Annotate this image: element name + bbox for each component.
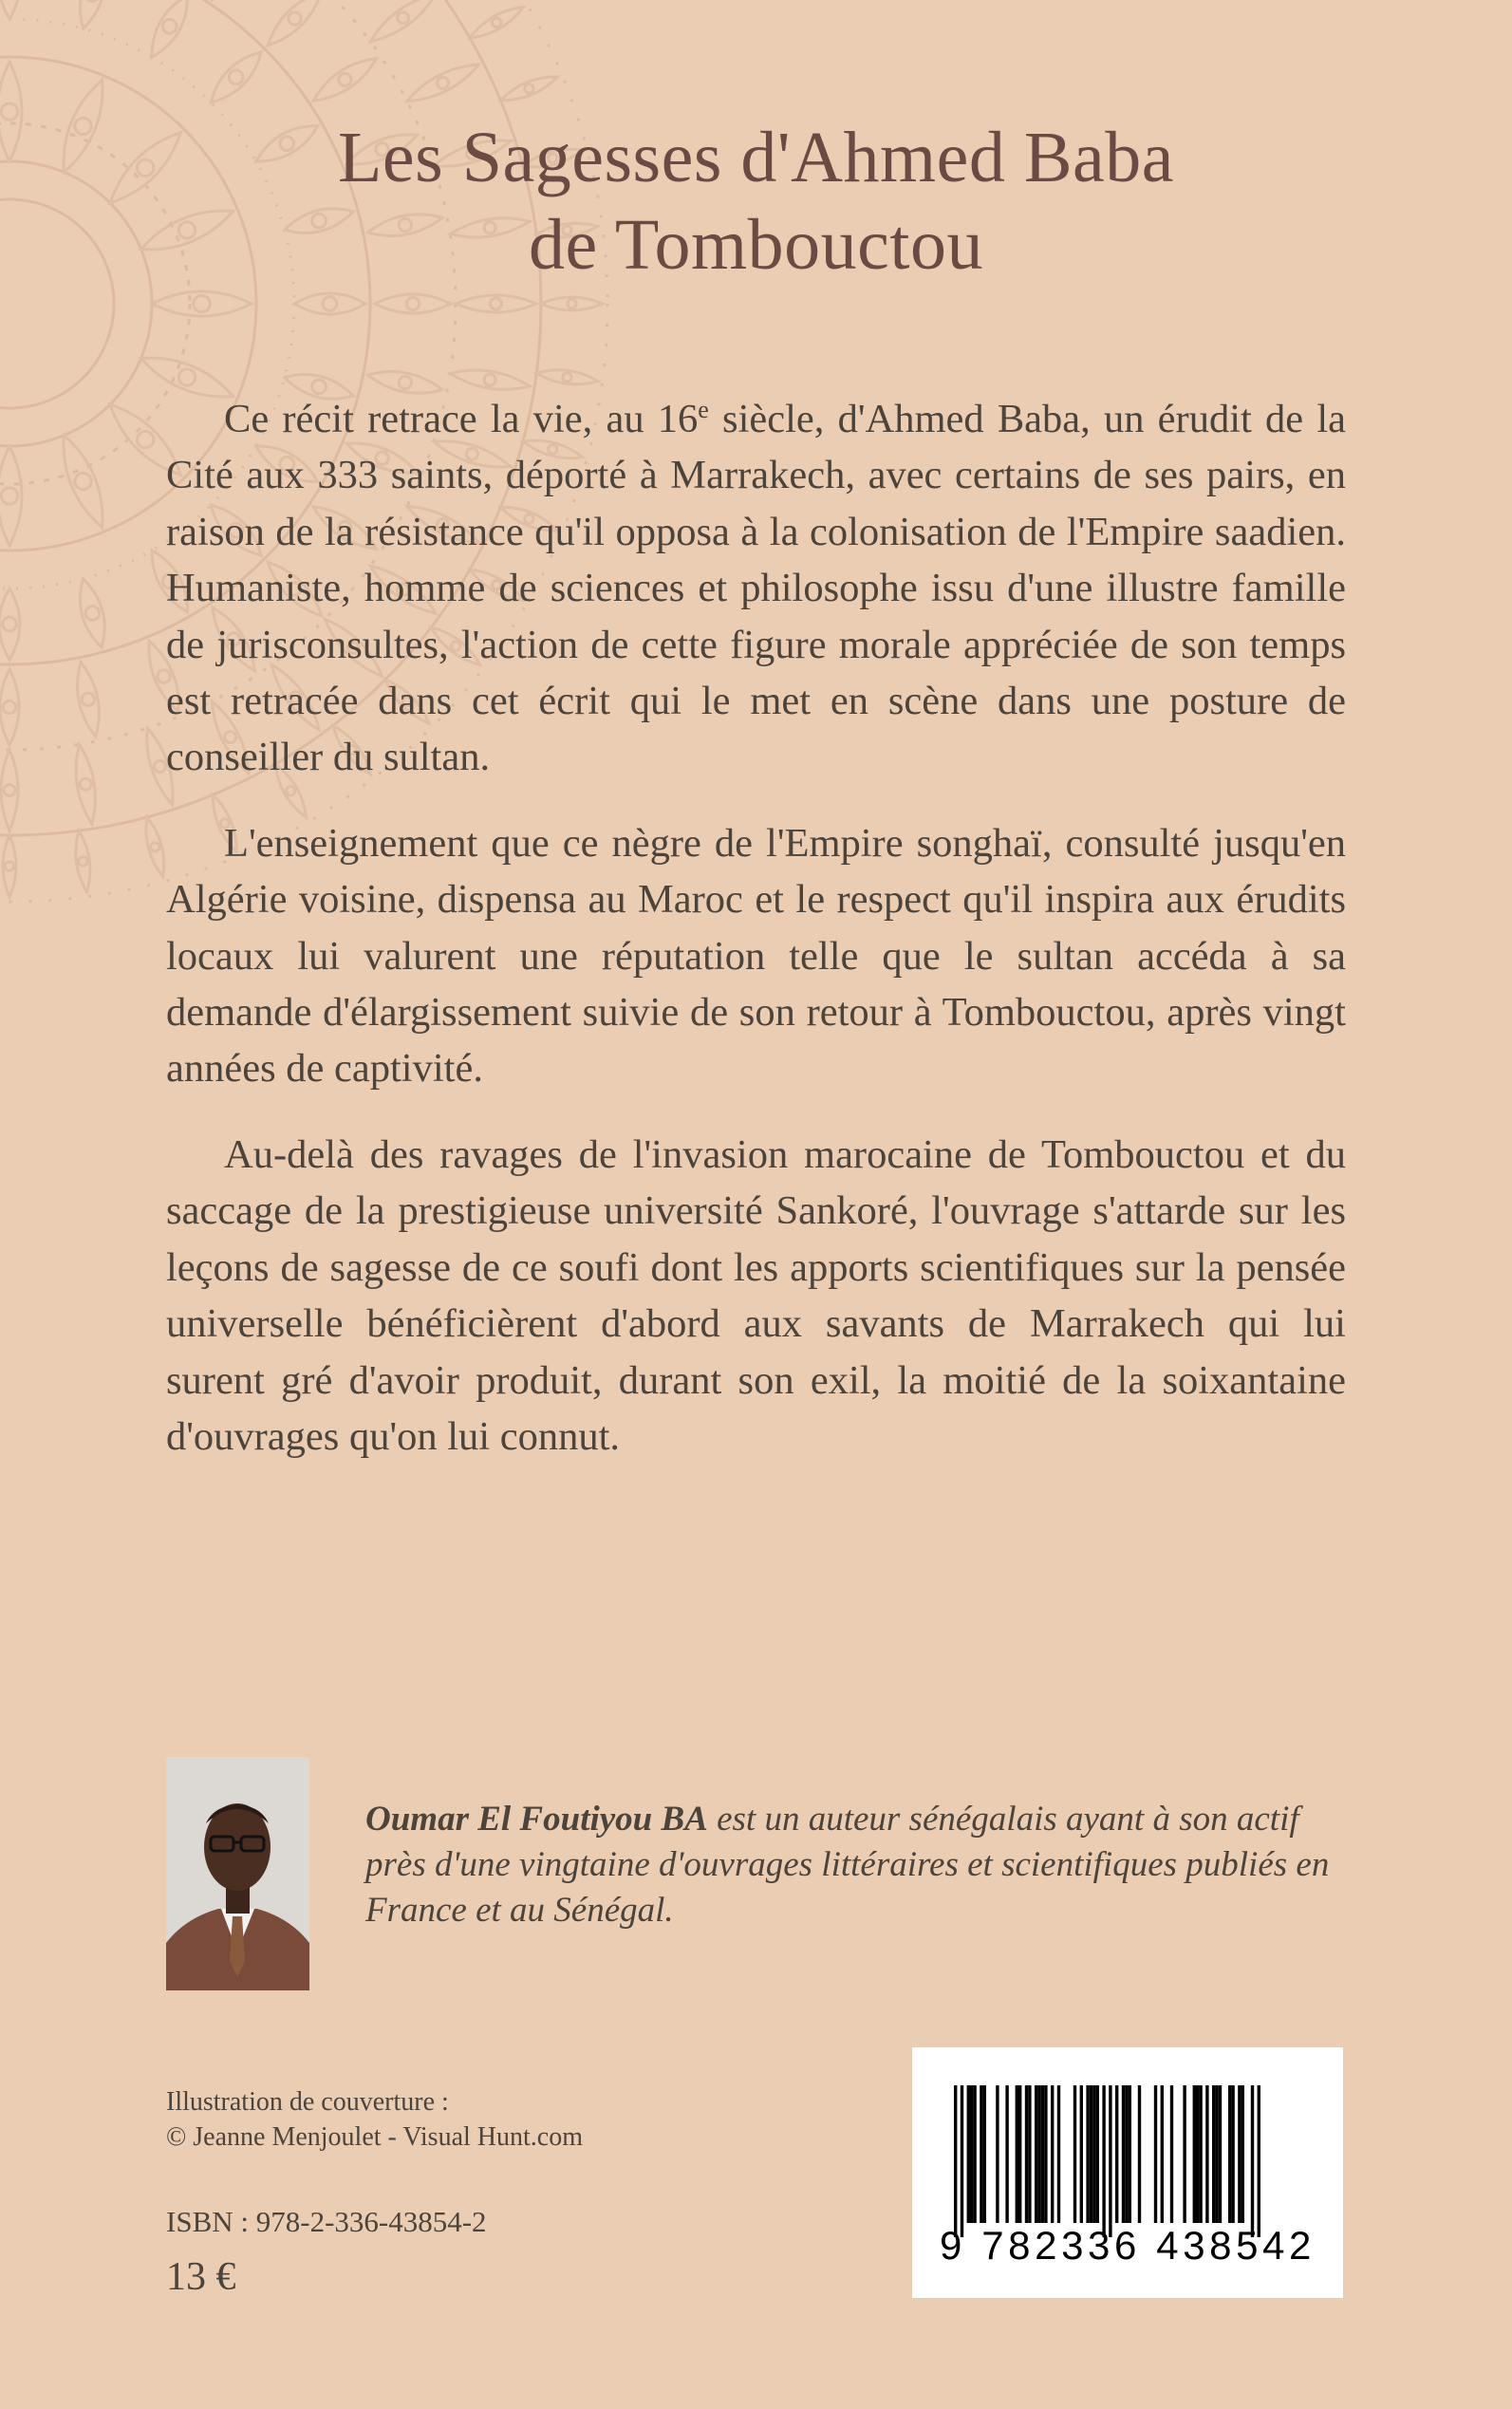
barcode-bar — [954, 2085, 957, 2237]
barcode-bar — [1215, 2085, 1218, 2223]
barcode-bar — [1199, 2085, 1202, 2223]
synopsis — [166, 391, 1346, 1494]
barcode-bar — [1057, 2085, 1060, 2223]
synopsis-paragraph-2: L'enseignement que ce nègre de l'Empire songhaï, consulté jusqu'en Algérie voisine, dispensa au Maroc et le respect qu'il inspira aux érudits locaux lui valurent une réputation telle que le sultan accéda à sa demande d'élargissement suivie de son retour à Tombouctou, après vingt années de captivité. — [166, 820, 1346, 1092]
barcode-digits: 9 782336 438542 — [940, 2223, 1316, 2268]
barcode-bar — [1196, 2085, 1199, 2223]
barcode-bar — [1212, 2085, 1215, 2223]
barcode-bar — [1109, 2085, 1111, 2237]
barcode-bar — [1005, 2085, 1008, 2223]
barcode-bar — [1193, 2085, 1196, 2223]
barcode-bar — [1102, 2085, 1105, 2237]
book-title — [95, 114, 1417, 289]
barcode-bar — [980, 2085, 982, 2223]
barcode-bar — [967, 2085, 970, 2223]
barcode-bar — [1138, 2085, 1141, 2223]
barcode-bar — [1028, 2085, 1031, 2223]
p1-superscript: e — [698, 395, 709, 423]
barcode-bar — [1238, 2085, 1241, 2223]
barcode-bar — [1205, 2085, 1208, 2223]
barcode-bar — [970, 2085, 973, 2223]
barcode-bar — [1025, 2085, 1028, 2223]
barcode-bar — [1129, 2085, 1131, 2223]
barcode-bar — [983, 2085, 986, 2223]
barcode-bar — [1231, 2085, 1234, 2223]
barcode-bar — [1115, 2085, 1118, 2223]
barcode-bar — [1090, 2085, 1092, 2223]
barcode-bar — [1125, 2085, 1128, 2223]
barcode-bar — [1258, 2085, 1260, 2237]
barcode-bar — [1219, 2085, 1222, 2223]
barcode-bar — [1154, 2085, 1157, 2223]
price: 13 € — [166, 2255, 236, 2299]
barcode-bar — [1241, 2085, 1244, 2223]
barcode-bar — [973, 2085, 976, 2223]
author-bio-text: est un auteur sénégalais ayant à son actif près d'une vingtaine d'ouvrages littéraires et scientifiques publiés en France et au Sénégal. — [365, 1800, 1330, 1930]
barcode-bar — [1041, 2085, 1044, 2223]
p1-before: Ce récit retrace la vie, au 16 — [224, 397, 699, 441]
barcode-bar — [961, 2085, 963, 2237]
barcode-bar — [1035, 2085, 1037, 2223]
barcode-bar — [1051, 2085, 1054, 2223]
title-line-2: de Tombouctou — [529, 205, 983, 285]
barcode-bar — [1183, 2085, 1185, 2223]
barcode-bar — [1170, 2085, 1173, 2223]
barcode-bar — [996, 2085, 999, 2223]
credits-line-1: Illustration de couverture : — [166, 2087, 449, 2117]
barcode-bar — [1016, 2085, 1018, 2223]
barcode-bar — [1096, 2085, 1099, 2223]
synopsis-paragraph-3: Au-delà des ravages de l'invasion marocaine de Tombouctou et du saccage de la prestigieuse université Sankoré, l'ouvrage s'attarde sur les leçons de sagesse de ce soufi dont les apports scientifiques sur la pensée universelle bénéficièrent d'abord aux savants de Marrakech qui lui surent gré d'avoir produit, durant son exil, la moitié de la soixantaine d'ouvrages qu'on lui connut. — [166, 1131, 1346, 1459]
barcode-bar — [1073, 2085, 1076, 2223]
barcode-bar — [1037, 2085, 1040, 2223]
barcode-bar — [1018, 2085, 1021, 2223]
author-bio — [365, 1797, 1348, 1933]
p1-after: siècle, d'Ahmed Baba, un érudit de la Cité aux 333 saints, déporté à Marrakech, avec certains de ses pairs, en raison de la résistance qu'il opposa à la colonisation de l'Empire saadien. Humaniste, homme de sciences et philosophe issu d'une illustre famille de jurisconsultes, l'action de cette figure morale appréciée de son temps est retracée dans cet écrit qui le met en scène dans une posture de conseiller du sultan. — [166, 397, 1346, 780]
barcode — [912, 2047, 1343, 2298]
title-line-1: Les Sagesses d'Ahmed Baba — [337, 118, 1174, 197]
barcode-bar — [1086, 2085, 1089, 2223]
barcode-bar — [1080, 2085, 1083, 2223]
barcode-bar — [1251, 2085, 1254, 2237]
barcode-bar — [1122, 2085, 1125, 2223]
synopsis-paragraph-1 — [166, 391, 1346, 786]
barcode-bar — [1161, 2085, 1164, 2223]
author-name: Oumar El Foutiyou BA — [365, 1800, 708, 1839]
cover-credits — [166, 2084, 583, 2155]
author-portrait-icon — [166, 1757, 309, 1990]
isbn: ISBN : 978-2-336-43854-2 — [166, 2205, 487, 2238]
barcode-bar — [1044, 2085, 1047, 2223]
barcode-bar — [1092, 2085, 1095, 2223]
author-photo — [166, 1757, 309, 1990]
barcode-bar — [1228, 2085, 1231, 2223]
credits-line-2: © Jeanne Menjoulet - Visual Hunt.com — [166, 2122, 583, 2152]
